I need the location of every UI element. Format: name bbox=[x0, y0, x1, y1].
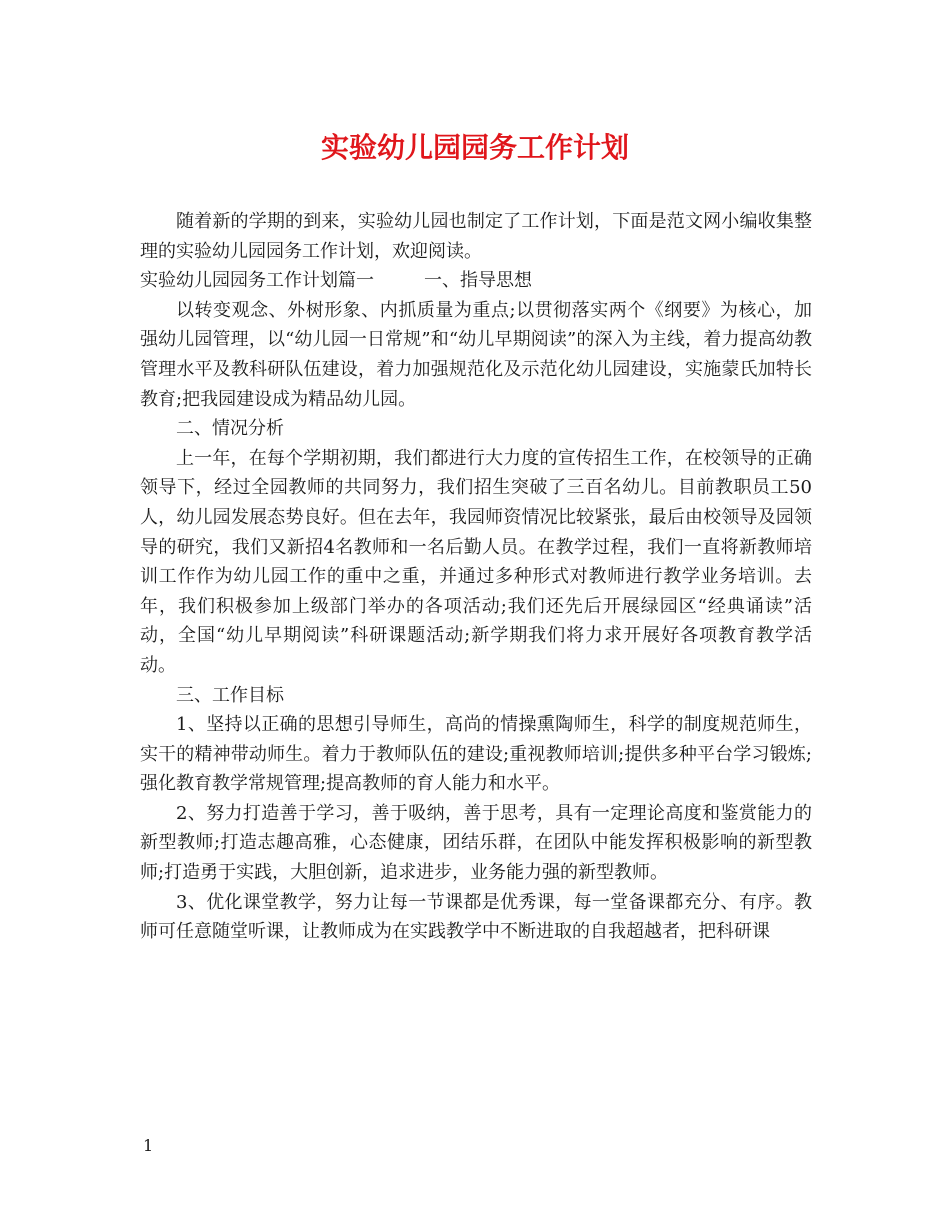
situation-analysis-paragraph: 上一年，在每个学期初期，我们都进行大力度的宣传招生工作，在校领导的正确领导下，经过全园教师的共同努力，我们招生突破了三百名幼儿。目前教职员工50人，幼儿园发展态势良好。但在去年，我园师资情况比较紧张，最后由校领导及园领导的研究，我们又新招4名教师和一名后勤人员。在教学过程，我们一直将新教师培训工作作为幼儿园工作的重中之重，并通过多种形式对教师进行教学业务培训。去年，我们积极参加上级部门举办的各项活动;我们还先后开展绿园区“经典诵读”活动，全国“幼儿早期阅读”科研课题活动;新学期我们将力求开展好各项教育教学活动。 bbox=[140, 447, 812, 676]
section-heading-work-goals: 三、工作目标 bbox=[176, 684, 284, 706]
intro-paragraph: 随着新的学期的到来，实验幼儿园也制定了工作计划，下面是范文网小编收集整理的实验幼儿园园务工作计划，欢迎阅读。 bbox=[140, 211, 812, 262]
goal-item-1: 1、坚持以正确的思想引导师生，高尚的情操熏陶师生，科学的制度规范师生，实干的精神带动师生。着力于教师队伍的建设;重视教师培训;提供多种平台学习锻炼;强化教育教学常规管理;提高教师的育人能力和水平。 bbox=[140, 714, 812, 795]
guiding-ideology-paragraph: 以转变观念、外树形象、内抓质量为重点;以贯彻落实两个《纲要》为核心，加强幼儿园管理，以“幼儿园一日常规”和“幼儿早期阅读”的深入为主线，着力提高幼教管理水平及教科研队伍建设，着力加强规范化及示范化幼儿园建设，实施蒙氏加特长教育;把我园建设成为精品幼儿园。 bbox=[140, 299, 812, 410]
goal-item-3: 3、优化课堂教学，努力让每一节课都是优秀课，每一堂备课都充分、有序。教师可任意随堂听课，让教师成为在实践教学中不断进取的自我超越者，把科研课 bbox=[140, 891, 812, 943]
chapter-title: 实验幼儿园园务工作计划篇一 bbox=[140, 270, 374, 292]
page-number: 1 bbox=[143, 1136, 154, 1155]
section-heading-guiding-ideology: 一、指导思想 bbox=[424, 270, 532, 292]
section-heading-situation-analysis: 二、情况分析 bbox=[176, 418, 284, 440]
document-title: 实验幼儿园园务工作计划 bbox=[320, 131, 629, 164]
goal-item-2: 2、努力打造善于学习，善于吸纳，善于思考，具有一定理论高度和鉴赏能力的新型教师;打造志趣高雅，心态健康，团结乐群，在团队中能发挥积极影响的新型教师;打造勇于实践，大胆创新，追求进步，业务能力强的新型教师。 bbox=[140, 802, 812, 884]
chapter-heading-line bbox=[140, 266, 812, 296]
document-body bbox=[140, 207, 812, 947]
